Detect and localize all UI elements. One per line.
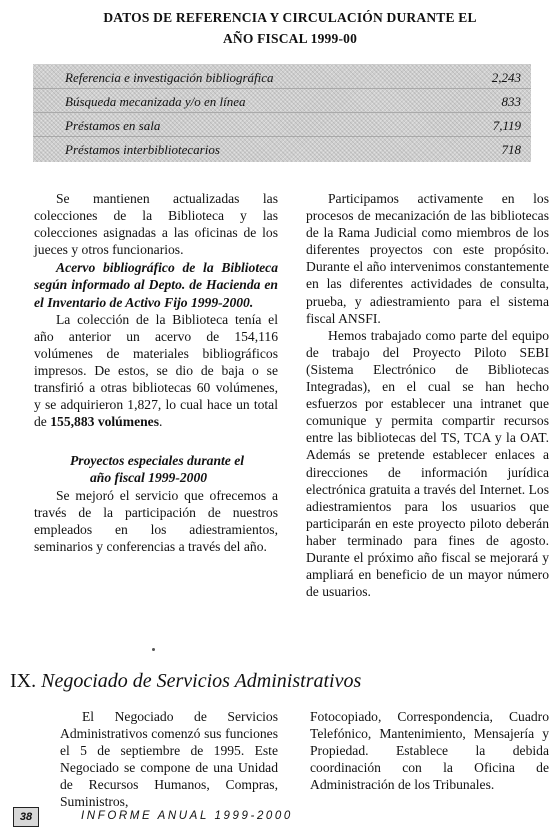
row-label: Préstamos en sala xyxy=(65,118,161,133)
row-value: 718 xyxy=(501,142,521,157)
table-title-line-2: AÑO FISCAL 1999-00 xyxy=(222,31,358,46)
row-value: 2,243 xyxy=(491,70,521,85)
bottom-right-column xyxy=(310,708,549,793)
row-label: Búsqueda mecanizada y/o en línea xyxy=(65,94,246,109)
table-row xyxy=(33,91,531,113)
special-projects-heading: Proyectos especiales durante el xyxy=(70,453,245,469)
left-column xyxy=(34,190,278,555)
reference-circulation-table xyxy=(33,64,531,162)
table-row xyxy=(33,139,531,161)
collection-total: 155,883 volúmenes xyxy=(50,414,159,430)
table-title-line-1: DATOS DE REFERENCIA Y CIRCULACIÓN DURANTE EL xyxy=(103,10,477,25)
sebi-project-paragraph: Hemos trabajado como parte del equipo de trabajo del Proyecto Piloto SEBI (Sistema Electrónico de Bibliotecas Integradas), en el cual se han hecho esfuerzos por establecer una intranet que comunique y permita compartir recursos entre las bibliotecas del TS, TCA y la OAT. Además se pretende establecer enlaces a direcciones de información jurídica electrónica gratuita a través del Internet. Los adiestramientos para los usuarios que participarán en este proyecto piloto deberán haber terminado para fines de agosto. Durante el próximo año fiscal se mejorará y ampliará en beneficio de un mayor número de usuarios. xyxy=(306,327,549,600)
row-label: Préstamos interbibliotecarios xyxy=(65,142,220,157)
row-label: Referencia e investigación bibliográfica xyxy=(65,70,274,85)
right-column xyxy=(306,190,549,600)
running-title: INFORME ANUAL 1999-2000 xyxy=(81,810,293,822)
table-row xyxy=(33,67,531,89)
bottom-left-column xyxy=(60,708,278,811)
row-value: 7,119 xyxy=(492,118,521,133)
special-projects-heading-year: año fiscal 1999-2000 xyxy=(90,470,208,486)
inventory-heading: Acervo bibliográfico de la Biblioteca según informado al Depto. de Hacienda en el Inventario de Activo Fijo 1999-2000. xyxy=(34,260,278,310)
admin-services-paragraph: El Negociado de Servicios Administrativos comenzó sus funciones el 5 de septiembre de 1995. Este Negociado se compone de una Unidad de Recursos Humanos, Compras, Suministros, xyxy=(60,709,278,810)
collection-paragraph xyxy=(34,311,278,431)
collection-text: La colección de la Biblioteca tenía el año anterior un acervo de 154,116 volúmenes de materiales bibliográficos impresos. De estos, se dio de baja o se transfirió a otras bibliotecas 60 volúmenes, y se adquirieron 1,827, lo cual hace un total de xyxy=(34,311,278,430)
row-value: 833 xyxy=(501,94,521,109)
section-title: Negociado de Servicios Administrativos xyxy=(41,670,362,692)
page-footer xyxy=(13,807,553,829)
admin-services-continued: Fotocopiado, Correspondencia, Cuadro Telefónico, Mantenimiento, Mensajería y Propiedad. Establece la debida coordinación con la Oficina de Administración de los Tribunales. xyxy=(310,709,549,793)
collections-paragraph: Se mantienen actualizadas las colecciones de la Biblioteca y las colecciones asignadas a las oficinas de los jueces y otros funcionarios. xyxy=(34,191,278,258)
ink-dot xyxy=(152,648,155,651)
page-number: 38 xyxy=(13,807,39,827)
training-paragraph: Se mejoró el servicio que ofrecemos a través de la participación de nuestros empleados en los adiestramientos, seminarios y conferencias a través del año. xyxy=(34,487,278,554)
section-number: IX. xyxy=(10,670,37,692)
collection-text-end: . xyxy=(158,414,163,430)
table-row xyxy=(33,115,531,137)
mechanization-paragraph: Participamos activamente en los procesos de mecanización de las bibliotecas de la Rama Judicial como miembros de los diferentes proyectos con este propósito. Durante el año intervenimos constantemente en las diferentes actividades de consulta, prueba, y adiestramiento para el sistema fiscal ANSFI. xyxy=(306,191,549,326)
section-heading xyxy=(10,670,361,693)
